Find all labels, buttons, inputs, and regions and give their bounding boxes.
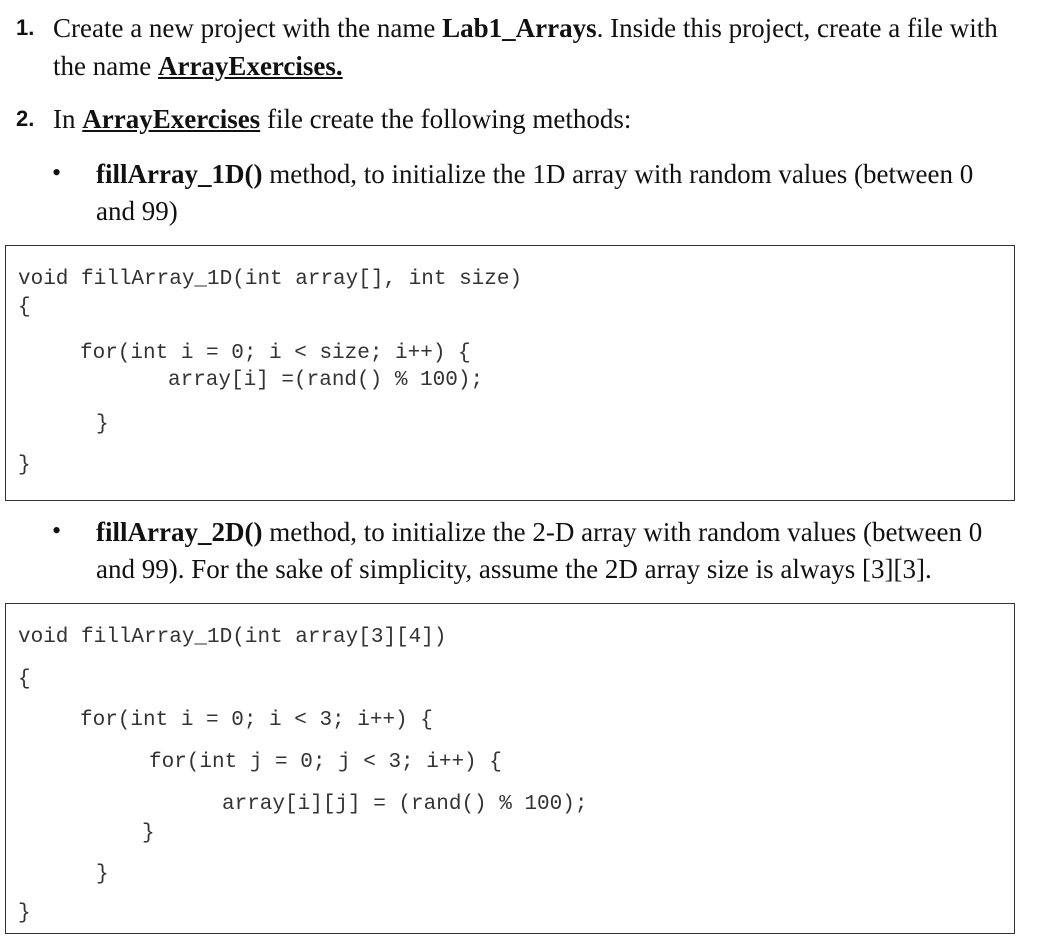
code-block-1d bbox=[5, 245, 1015, 501]
step-2-number: 2. bbox=[16, 106, 35, 131]
bullet-2-dot: • bbox=[52, 516, 62, 545]
code-line: array[i] =(rand() % 100); bbox=[168, 369, 484, 392]
code-line: { bbox=[18, 296, 31, 319]
method-name-2d: fillArray_2D() bbox=[96, 517, 263, 547]
code-line: for(int i = 0; i < size; i++) { bbox=[80, 342, 471, 365]
step-2-text: In ArrayExercises file create the following methods: bbox=[53, 104, 632, 134]
file-name-link: ArrayExercises. bbox=[157, 51, 343, 81]
bullet-1-line-2: and 99) bbox=[96, 196, 178, 226]
code-block-2d bbox=[5, 603, 1015, 934]
bullet-2-line-1: fillArray_2D() method, to initialize the 2-D array with random values (between 0 bbox=[96, 517, 983, 547]
step-1-line-1: Create a new project with the name Lab1_Arrays. Inside this project, create a file with bbox=[53, 13, 998, 43]
bullet-1-dot: • bbox=[52, 158, 62, 187]
code-line: array[i][j] = (rand() % 100); bbox=[222, 793, 588, 816]
code-line: } bbox=[142, 822, 155, 845]
code-line: } bbox=[18, 902, 31, 925]
code-line: void fillArray_1D(int array[3][4]) bbox=[18, 626, 447, 649]
step-1-number: 1. bbox=[16, 15, 35, 40]
bullet-1-line-1: fillArray_1D() method, to initialize the 1D array with random values (between 0 bbox=[96, 159, 974, 189]
project-name: Lab1_Arrays bbox=[442, 13, 597, 43]
code-line: { bbox=[18, 668, 31, 691]
code-line: for(int i = 0; i < 3; i++) { bbox=[80, 709, 433, 732]
code-line: } bbox=[18, 454, 31, 477]
code-line: void fillArray_1D(int array[], int size) bbox=[18, 268, 523, 291]
file-name-ref: ArrayExercises bbox=[82, 104, 261, 134]
step-1-line-2: the name ArrayExercises. bbox=[53, 51, 343, 81]
code-line: } bbox=[96, 863, 109, 886]
code-line: for(int j = 0; j < 3; i++) { bbox=[149, 751, 502, 774]
code-line: } bbox=[96, 413, 109, 436]
bullet-2-line-2: and 99). For the sake of simplicity, assume the 2D array size is always [3][3]. bbox=[96, 554, 932, 584]
method-name-1d: fillArray_1D() bbox=[96, 159, 263, 189]
